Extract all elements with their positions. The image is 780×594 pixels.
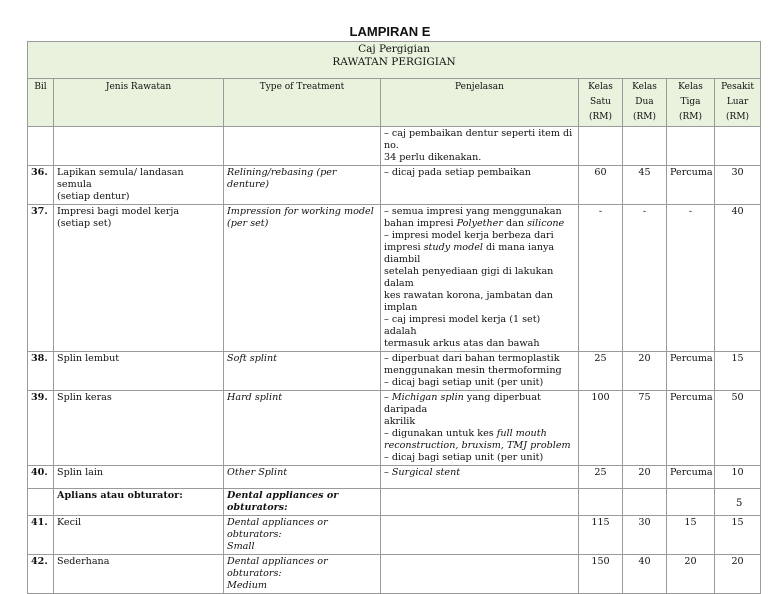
- cell-type: Soft splint: [224, 352, 381, 391]
- cell-k1: -: [579, 205, 623, 352]
- cell-type: Hard splint: [224, 391, 381, 466]
- cell-k2: 20: [623, 352, 667, 391]
- jenis-line: (setiap set): [57, 218, 112, 229]
- penjelasan-line: 34 perlu dikenakan.: [384, 152, 482, 163]
- cell-k3: 20: [667, 555, 715, 594]
- penjelasan-line: termasuk arkus atas dan bawah: [384, 338, 540, 349]
- page-number: 5: [736, 498, 743, 509]
- type-line: obturators:: [227, 502, 288, 513]
- text-run: Polyether: [456, 218, 503, 229]
- text-run: silicone: [527, 218, 565, 229]
- cell-k1: [579, 127, 623, 166]
- cell-k3: Percuma: [667, 391, 715, 466]
- cell-k3: Percuma: [667, 166, 715, 205]
- header-kelas-tiga-1: Kelas: [678, 82, 703, 92]
- cell-type: [224, 555, 381, 594]
- cell-k1: 150: [579, 555, 623, 594]
- cell-pl: 15: [715, 516, 761, 555]
- text-run: bahan impresi: [384, 218, 457, 229]
- cell-k1: 115: [579, 516, 623, 555]
- table-row: [28, 127, 761, 166]
- header-pesakit-luar-2: Luar: [726, 97, 749, 107]
- penjelasan-line: menggunakan mesin thermoforming: [384, 365, 562, 376]
- header-jenis: Jenis Rawatan: [54, 79, 224, 127]
- cell-pl: [715, 127, 761, 166]
- cell-pl: 10: [715, 466, 761, 489]
- cell-bil: 41.: [28, 516, 54, 555]
- table-row: [28, 555, 761, 594]
- header-penjelasan: Penjelasan: [381, 79, 579, 127]
- cell-penjelasan: [381, 205, 579, 352]
- header-pesakit-luar-3: (RM): [726, 112, 750, 122]
- text-run: full mouth: [496, 428, 547, 439]
- cell-pl: 50: [715, 391, 761, 466]
- cell-jenis: Splin lembut: [54, 352, 224, 391]
- jenis-line: (setiap dentur): [57, 191, 130, 202]
- cell-penjelasan: [381, 127, 579, 166]
- cell-k1: 100: [579, 391, 623, 466]
- cell-penjelasan: [381, 555, 579, 594]
- type-line: Impression for working model: [227, 206, 374, 217]
- cell-k2: 45: [623, 166, 667, 205]
- penjelasan-line: akrilik: [384, 416, 416, 427]
- cell-bil: 42.: [28, 555, 54, 594]
- cell-pl: 40: [715, 205, 761, 352]
- jenis-line: Lapikan semula/ landasan semula: [57, 167, 184, 190]
- table-row: [28, 516, 761, 555]
- cell-k3: 15: [667, 516, 715, 555]
- header-row: [28, 79, 761, 127]
- header-kelas-tiga-3: (RM): [678, 112, 702, 122]
- cell-pl: 30: [715, 166, 761, 205]
- cell-bil: [28, 489, 54, 516]
- cell-type: [224, 205, 381, 352]
- cell-k2: 20: [623, 466, 667, 489]
- header-kelas-satu: [579, 79, 623, 127]
- page-title: LAMPIRAN E: [349, 24, 431, 39]
- table-title-row: [28, 42, 761, 79]
- penjelasan-line: kes rawatan korona, jambatan dan implan: [384, 290, 553, 313]
- cell-k3: [667, 127, 715, 166]
- header-type: Type of Treatment: [224, 79, 381, 127]
- penjelasan-line: – dicaj bagi setiap unit (per unit): [384, 452, 544, 463]
- type-line: Dental appliances or obturators:: [227, 517, 328, 540]
- text-run: –: [384, 392, 392, 403]
- type-line: Small: [227, 541, 255, 552]
- type-line: Dental appliances or obturators:: [227, 556, 328, 579]
- cell-bil: [28, 127, 54, 166]
- text-run: di mana ianya diambil: [384, 242, 555, 265]
- text-run: –: [384, 467, 392, 478]
- cell-penjelasan: [381, 391, 579, 466]
- text-run: dan: [502, 218, 528, 229]
- cell-k3: Percuma: [667, 466, 715, 489]
- text-run: yang diperbuat daripada: [384, 392, 541, 415]
- cell-k1: 60: [579, 166, 623, 205]
- header-kelas-dua: [623, 79, 667, 127]
- cell-type: Relining/rebasing (per denture): [224, 166, 381, 205]
- table-row: [28, 466, 761, 489]
- penjelasan-line: setelah penyediaan gigi di lakukan dalam: [384, 266, 554, 289]
- cell-penjelasan: – dicaj pada setiap pembaikan: [381, 166, 579, 205]
- cell-k2: 40: [623, 555, 667, 594]
- cell-penjelasan: [381, 466, 579, 489]
- cell-jenis: [54, 205, 224, 352]
- penjelasan-line: – semua impresi yang menggunakan: [384, 206, 562, 217]
- cell-penjelasan: [381, 352, 579, 391]
- cell-k1: [579, 489, 623, 516]
- cell-k2: [623, 489, 667, 516]
- header-kelas-satu-2: Satu: [590, 97, 611, 107]
- table-row: [28, 391, 761, 466]
- cell-type: [224, 516, 381, 555]
- section-type: [224, 489, 381, 516]
- penjelasan-line: [384, 218, 575, 230]
- cell-type: [224, 127, 381, 166]
- cell-jenis: Splin lain: [54, 466, 224, 489]
- type-line: Dental appliances or: [227, 490, 339, 501]
- header-kelas-satu-3: (RM): [588, 112, 612, 122]
- header-kelas-dua-1: Kelas: [632, 82, 657, 92]
- cell-jenis: Sederhana: [54, 555, 224, 594]
- jenis-line: Impresi bagi model kerja: [57, 206, 180, 217]
- header-kelas-tiga-2: Tiga: [680, 97, 701, 107]
- charges-table: [27, 41, 761, 594]
- table-row: [28, 166, 761, 205]
- penjelasan-line: [384, 428, 575, 440]
- header-kelas-dua-2: Dua: [635, 97, 654, 107]
- cell-k2: 30: [623, 516, 667, 555]
- cell-pl: 20: [715, 555, 761, 594]
- table-row: [28, 205, 761, 352]
- type-line: (per set): [227, 218, 269, 229]
- section-jenis: Aplians atau obturator:: [54, 489, 224, 516]
- header-pesakit-luar: [715, 79, 761, 127]
- cell-bil: 36.: [28, 166, 54, 205]
- cell-k3: [667, 489, 715, 516]
- table-title-line-1: Caj Pergigian: [358, 43, 430, 55]
- header-pesakit-luar-1: Pesakit: [721, 82, 755, 92]
- cell-k3: -: [667, 205, 715, 352]
- penjelasan-line: – caj impresi model kerja (1 set) adalah: [384, 314, 541, 337]
- cell-k2: 75: [623, 391, 667, 466]
- cell-pl: 15: [715, 352, 761, 391]
- table-title: [28, 42, 761, 79]
- penjelasan-line: – diperbuat dari bahan termoplastik: [384, 353, 560, 364]
- penjelasan-line: [384, 242, 575, 266]
- table-row: [28, 352, 761, 391]
- type-line: Medium: [227, 580, 267, 591]
- header-bil: Bil: [28, 79, 54, 127]
- penjelasan-line: – dicaj bagi setiap unit (per unit): [384, 377, 544, 388]
- cell-bil: 39.: [28, 391, 54, 466]
- section-row: [28, 489, 761, 516]
- cell-bil: 38.: [28, 352, 54, 391]
- cell-penjelasan: [381, 516, 579, 555]
- text-run: – digunakan untuk kes: [384, 428, 497, 439]
- text-run: Michigan splin: [391, 392, 464, 403]
- table-title-line-2: RAWATAN PERGIGIAN: [332, 56, 456, 68]
- header-kelas-tiga: [667, 79, 715, 127]
- penjelasan-line: reconstruction, bruxism, TMJ problem: [384, 440, 571, 451]
- text-run: impresi: [384, 242, 424, 253]
- cell-k1: 25: [579, 466, 623, 489]
- cell-jenis: Kecil: [54, 516, 224, 555]
- penjelasan-line: [384, 392, 575, 416]
- cell-k2: -: [623, 205, 667, 352]
- header-kelas-satu-1: Kelas: [588, 82, 613, 92]
- cell-jenis: [54, 166, 224, 205]
- cell-k1: 25: [579, 352, 623, 391]
- penjelasan-line: – impresi model kerja berbeza dari: [384, 230, 554, 241]
- cell-k2: [623, 127, 667, 166]
- text-run: study model: [423, 242, 483, 253]
- cell-penjelasan: [381, 489, 579, 516]
- cell-jenis: Splin keras: [54, 391, 224, 466]
- cell-k3: Percuma: [667, 352, 715, 391]
- cell-jenis: [54, 127, 224, 166]
- cell-type: Other Splint: [224, 466, 381, 489]
- cell-bil: 40.: [28, 466, 54, 489]
- cell-bil: 37.: [28, 205, 54, 352]
- header-kelas-dua-3: (RM): [632, 112, 656, 122]
- text-run: Surgical stent: [391, 467, 461, 478]
- penjelasan-line: – caj pembaikan dentur seperti item di no.: [384, 128, 573, 151]
